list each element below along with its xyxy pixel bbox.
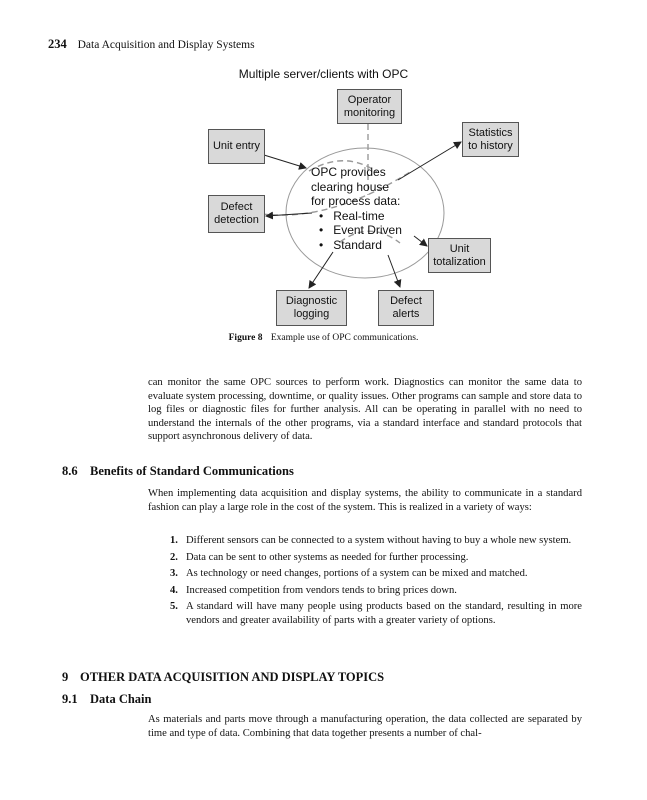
bullet-standard: • Standard [319,238,421,253]
arrow-diagnostic [309,252,333,288]
section-number: 9.1 [62,692,78,706]
paragraph-1: can monitor the same OPC sources to perform work. Diagnostics can monitor the same data to evaluate system processing, downtime, or quality issues. Other programs can sample and store data to log files or diagnostic files for further analysis. All can be operating in parallel with no need to understand the internals of the other programs, via a standard interface and standard protocols that support asynchronous delivery of data. [148,377,582,442]
figure-title: Multiple server/clients with OPC [238,67,409,81]
paragraph-2: When implementing data acquisition and display systems, the ability to communicate in a standard fashion can play a large role in the cost of the system. This is realized in a variety of ways: [148,488,582,513]
running-title: Data Acquisition and Display Systems [77,39,255,51]
section-title: Data Chain [90,692,152,706]
center-line-1: OPC provides [311,165,386,179]
arrow-unit-entry [264,155,306,168]
center-line-2: clearing house [311,179,390,194]
bullet-real-time: • Real-time [319,209,421,224]
list-item: 2. Data can be sent to other systems as needed for further processing. [170,551,469,563]
unit-totalization-box: Unit totalization [428,238,491,273]
center-bullets [311,209,421,253]
arrow-defect-alerts [388,255,400,287]
defect-alerts-box: Defect alerts [378,290,434,326]
figure-caption [0,333,647,343]
section-9-1-heading [62,692,151,707]
list-item: 1. Different sensors can be connected to a system without having to buy a whole new system. [170,535,572,546]
unit-entry-box: Unit entry [208,129,265,164]
bullet-event-driven: • Event Driven [319,223,421,238]
section-title: OTHER DATA ACQUISITION AND DISPLAY TOPICS [80,670,385,684]
list-item: 3. As technology or need changes, portions of a system can be mixed and matched. [170,568,528,579]
page-number: 234 [48,37,67,51]
section-title: Benefits of Standard Communications [90,464,294,478]
statistics-history-box: Statistics to history [462,122,519,157]
diagnostic-logging-box: Diagnostic logging [276,290,347,326]
list-item: 4. Increased competition from vendors tends to bring prices down. [170,584,457,596]
opc-center-text [311,165,421,252]
paragraph-3: As materials and parts move through a manufacturing operation, the data collected are separated by time and type of data. Combining that data together presents a number of chal- [148,714,582,739]
defect-detection-box: Defect detection [208,195,265,233]
operator-monitoring-box: Operator monitoring [337,89,402,124]
section-number: 8.6 [62,464,78,478]
benefits-list [170,534,582,630]
center-line-3: for process data: [311,194,401,208]
section-8-6-heading [62,464,294,479]
list-item: 5. A standard will have many people using products based on the standard, resulting in more vendors and greater availability of parts with a greater variety of options. [170,601,582,626]
section-9-heading [62,670,384,685]
caption-text: Example use of OPC communications. [270,333,419,343]
section-number: 9 [62,670,69,684]
caption-label: Figure 8 [228,333,263,343]
